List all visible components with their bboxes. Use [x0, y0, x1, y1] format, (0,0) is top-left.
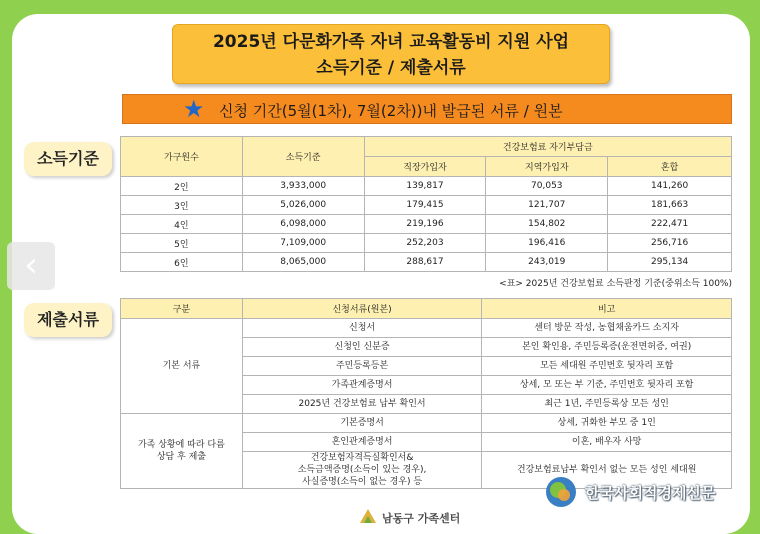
document-line: 건강보험자격득실확인서&	[310, 453, 414, 463]
title-line-1: 2025년 다문화가족 자녀 교육활동비 지원 사업	[212, 32, 570, 52]
mixed-cell: 295,134	[608, 253, 732, 272]
document-cell: 신청서	[242, 319, 481, 338]
household-cell: 4인	[121, 215, 243, 234]
footer-logo	[356, 506, 476, 524]
footer-text: 남동구 가족센터	[382, 512, 461, 525]
household-cell: 5인	[121, 234, 243, 253]
document-cell: 주민등록등본	[242, 357, 481, 376]
category-cell: 기본 서류	[121, 319, 243, 414]
income-section-label: 소득기준	[24, 142, 112, 176]
category-line: 상담 후 제출	[156, 452, 207, 462]
document-cell	[242, 452, 481, 489]
document-cell: 혼인관계증명서	[242, 433, 481, 452]
remark-cell: 이혼, 배우자 사망	[482, 433, 732, 452]
standard-cell: 7,109,000	[242, 234, 364, 253]
document-cell: 신청인 신분증	[242, 338, 481, 357]
mixed-cell: 222,471	[608, 215, 732, 234]
standard-cell: 5,026,000	[242, 196, 364, 215]
header-premium: 건강보험료 자기부담금	[364, 137, 731, 157]
table-row	[121, 215, 732, 234]
mixed-cell: 141,260	[608, 177, 732, 196]
table-note: <표> 2025년 건강보험료 소득판정 기준(중위소득 100%)	[499, 279, 732, 289]
table-row	[121, 196, 732, 215]
document-cell: 기본증명서	[242, 414, 481, 433]
remark-cell: 본인 확인용, 주민등록증(운전면허증, 여권)	[482, 338, 732, 357]
header-category: 구분	[121, 299, 243, 319]
watermark-text: 한국사회적경제신문	[585, 484, 716, 502]
prev-slide-button[interactable]	[7, 242, 55, 290]
title-banner	[172, 24, 610, 84]
employee-cell: 179,415	[364, 196, 486, 215]
table-row	[121, 253, 732, 272]
category-line: 가족 상황에 따라 다름	[137, 440, 225, 450]
documents-table	[120, 298, 732, 489]
document-cell: 2025년 건강보험료 납부 확인서	[242, 395, 481, 414]
mixed-cell: 256,716	[608, 234, 732, 253]
income-table	[120, 136, 732, 272]
mixed-cell: 181,663	[608, 196, 732, 215]
standard-cell: 6,098,000	[242, 215, 364, 234]
employee-cell: 252,203	[364, 234, 486, 253]
standard-cell: 3,933,000	[242, 177, 364, 196]
table-row	[121, 234, 732, 253]
category-cell	[121, 414, 243, 489]
header-document: 신청서류(원본)	[242, 299, 481, 319]
header-household: 가구원수	[121, 137, 243, 177]
household-cell: 2인	[121, 177, 243, 196]
regional-cell: 196,416	[486, 234, 608, 253]
document-cell: 가족관계증명서	[242, 376, 481, 395]
remark-cell: 모든 세대원 주민번호 뒷자리 포함	[482, 357, 732, 376]
document-line: 소득금액증명(소득이 있는 경우),	[297, 465, 427, 475]
remark-cell: 센터 방문 작성, 농협채움카드 소지자	[482, 319, 732, 338]
regional-cell: 70,053	[486, 177, 608, 196]
application-period-bar	[122, 94, 732, 124]
header-regional: 지역가입자	[486, 157, 608, 177]
remark-cell: 상세, 귀화한 부모 중 1인	[482, 414, 732, 433]
family-center-logo-icon	[358, 506, 378, 524]
standard-cell: 8,065,000	[242, 253, 364, 272]
regional-cell: 243,019	[486, 253, 608, 272]
star-icon: ★	[183, 95, 205, 123]
remark-cell: 건강보험료납부 확인서 없는 모든 성인 세대원	[482, 452, 732, 489]
table-row	[121, 414, 732, 433]
table-row	[121, 177, 732, 196]
header-remark: 비고	[482, 299, 732, 319]
employee-cell: 139,817	[364, 177, 486, 196]
household-cell: 6인	[121, 253, 243, 272]
application-period-text: 신청 기간(5월(1차), 7월(2차))내 발급된 서류 / 원본	[219, 102, 563, 120]
remark-cell: 상세, 모 또는 부 기준, 주민번호 뒷자리 포함	[482, 376, 732, 395]
header-mixed: 혼합	[608, 157, 732, 177]
regional-cell: 154,802	[486, 215, 608, 234]
document-line: 사실증명(소득이 없는 경우) 등	[302, 477, 423, 487]
header-income-standard: 소득기준	[242, 137, 364, 177]
employee-cell: 219,196	[364, 215, 486, 234]
documents-section-label: 제출서류	[24, 303, 112, 337]
chevron-left-icon: ‹	[24, 245, 38, 285]
household-cell: 3인	[121, 196, 243, 215]
regional-cell: 121,707	[486, 196, 608, 215]
remark-cell: 최근 1년, 주민등록상 모든 성인	[482, 395, 732, 414]
newspaper-logo-icon	[545, 476, 577, 508]
watermark	[545, 476, 755, 506]
header-employee: 직장가입자	[364, 157, 486, 177]
table-row	[121, 319, 732, 338]
title-line-2: 소득기준 / 제출서류	[316, 58, 466, 78]
employee-cell: 288,617	[364, 253, 486, 272]
